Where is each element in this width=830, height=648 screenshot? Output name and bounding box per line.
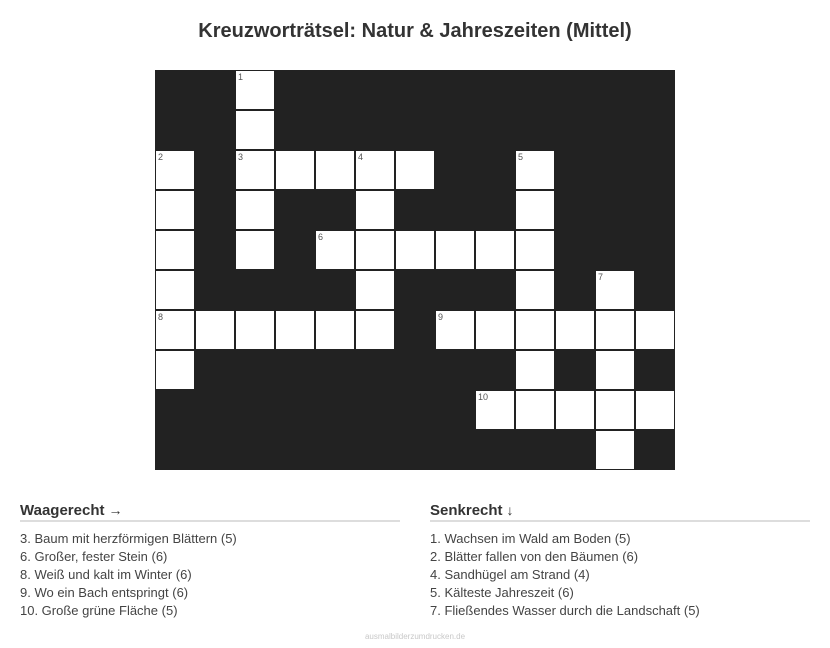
grid-cell[interactable] <box>315 150 355 190</box>
grid-cell[interactable] <box>435 310 475 350</box>
grid-cell[interactable] <box>555 310 595 350</box>
grid-cell[interactable] <box>595 270 635 310</box>
clue-number: 7 <box>598 272 604 282</box>
grid-cell[interactable] <box>595 350 635 390</box>
grid-cell[interactable] <box>475 310 515 350</box>
grid-cell[interactable] <box>515 230 555 270</box>
crossword-grid <box>155 70 675 470</box>
clue-number: 1 <box>238 72 244 82</box>
grid-cell[interactable] <box>235 70 275 110</box>
grid-cell[interactable] <box>355 270 395 310</box>
down-clue: 4. Sandhügel am Strand (4) <box>430 567 590 582</box>
grid-cell[interactable] <box>155 270 195 310</box>
grid-cell[interactable] <box>395 150 435 190</box>
grid-cell[interactable] <box>355 150 395 190</box>
across-clue: 8. Weiß und kalt im Winter (6) <box>20 567 192 582</box>
down-clue: 2. Blätter fallen von den Bäumen (6) <box>430 549 639 564</box>
grid-cell[interactable] <box>395 230 435 270</box>
down-clue: 1. Wachsen im Wald am Boden (5) <box>430 531 631 546</box>
grid-cell[interactable] <box>235 230 275 270</box>
grid-cell[interactable] <box>155 230 195 270</box>
grid-cell[interactable] <box>235 150 275 190</box>
clue-number: 3 <box>238 152 244 162</box>
grid-cell[interactable] <box>515 310 555 350</box>
grid-cell[interactable] <box>515 270 555 310</box>
right-arrow-icon: → <box>108 502 123 518</box>
clue-number: 8 <box>158 312 164 322</box>
footer-source: ausmalbilderzumdrucken.de <box>364 632 466 641</box>
grid-cell[interactable] <box>515 350 555 390</box>
clue-number: 9 <box>438 312 444 322</box>
grid-cell[interactable] <box>635 390 675 430</box>
clue-number: 10 <box>478 392 489 402</box>
clue-number: 4 <box>358 152 364 162</box>
across-clue: 10. Große grüne Fläche (5) <box>20 603 178 618</box>
grid-cell[interactable] <box>595 310 635 350</box>
clue-number: 6 <box>318 232 324 242</box>
clue-number: 5 <box>518 152 524 162</box>
grid-cell[interactable] <box>515 390 555 430</box>
down-clue: 5. Kälteste Jahreszeit (6) <box>430 585 574 600</box>
grid-cell[interactable] <box>275 150 315 190</box>
grid-cell[interactable] <box>315 230 355 270</box>
grid-cell[interactable] <box>155 350 195 390</box>
down-clues-section <box>430 502 810 620</box>
across-heading-label: Waagerecht <box>20 502 105 519</box>
grid-cell[interactable] <box>475 230 515 270</box>
grid-cell[interactable] <box>275 310 315 350</box>
page-title: Kreuzworträtsel: Natur & Jahreszeiten (Mittel) <box>198 20 632 42</box>
grid-cell[interactable] <box>515 190 555 230</box>
grid-cell[interactable] <box>475 390 515 430</box>
grid-cell[interactable] <box>355 190 395 230</box>
down-arrow-icon: ↓ <box>506 502 514 518</box>
grid-cell[interactable] <box>355 310 395 350</box>
across-clue: 9. Wo ein Bach entspringt (6) <box>20 585 189 600</box>
grid-cell[interactable] <box>595 390 635 430</box>
grid-cell[interactable] <box>195 310 235 350</box>
across-heading <box>20 502 400 522</box>
grid-cell[interactable] <box>235 110 275 150</box>
grid-cell[interactable] <box>155 150 195 190</box>
clue-number: 2 <box>158 152 164 162</box>
grid-cell[interactable] <box>235 310 275 350</box>
down-heading <box>430 502 810 522</box>
grid-cell[interactable] <box>555 390 595 430</box>
across-clues-section <box>20 502 400 620</box>
across-clue: 6. Großer, fester Stein (6) <box>20 549 168 564</box>
grid-cell[interactable] <box>515 150 555 190</box>
grid-cell[interactable] <box>355 230 395 270</box>
grid-cell[interactable] <box>635 310 675 350</box>
grid-cell[interactable] <box>315 310 355 350</box>
grid-cell[interactable] <box>155 310 195 350</box>
grid-cell[interactable] <box>155 190 195 230</box>
grid-cell[interactable] <box>235 190 275 230</box>
down-clue: 7. Fließendes Wasser durch die Landschaft (5) <box>430 603 700 618</box>
grid-cell[interactable] <box>595 430 635 470</box>
down-heading-label: Senkrecht <box>430 502 503 519</box>
across-clue: 3. Baum mit herzförmigen Blättern (5) <box>20 531 237 546</box>
grid-cell[interactable] <box>435 230 475 270</box>
